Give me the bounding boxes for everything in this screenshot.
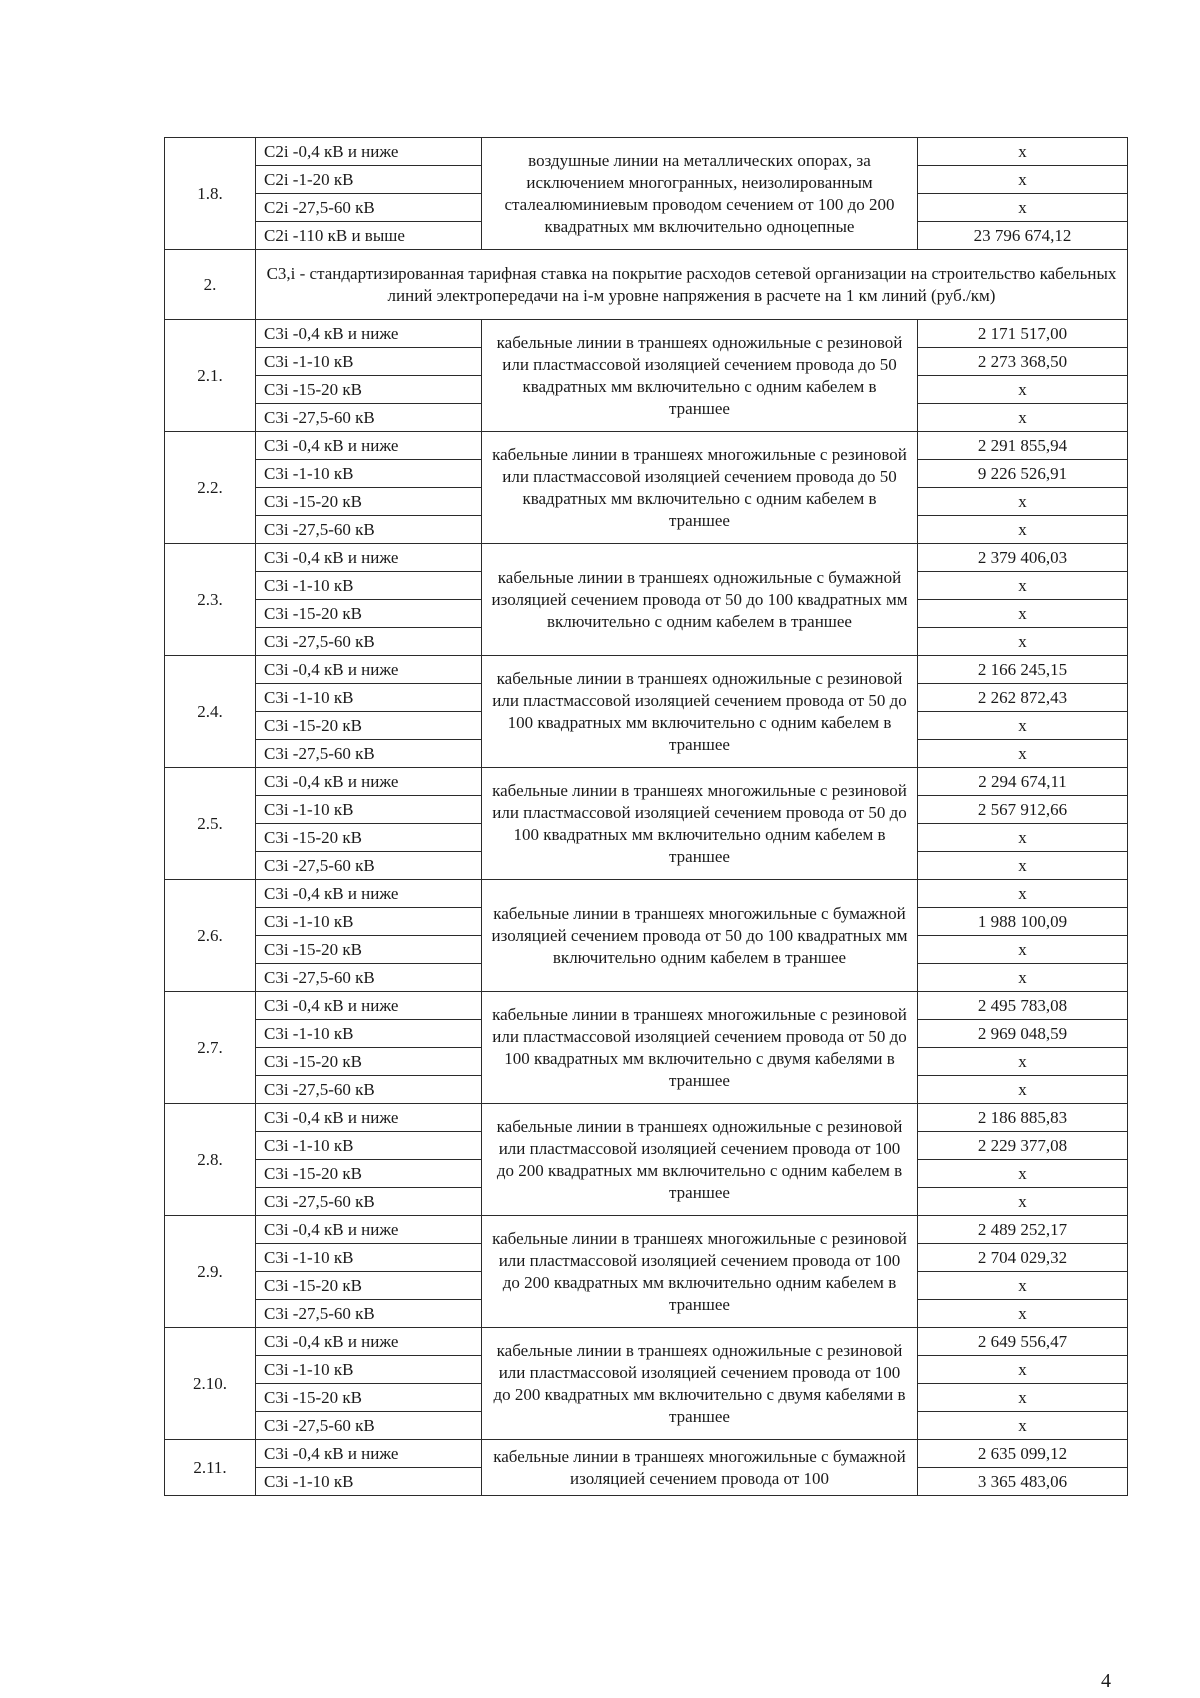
line-description: кабельные линии в траншеях многожильные с резиновой или пластмассовой изоляцией сечением провода от 50 до 100 квадратных мм включительно одним кабелем в траншее xyxy=(482,768,918,880)
voltage-level: C3i -1-10 кВ xyxy=(256,1132,482,1160)
tariff-value: x xyxy=(918,740,1128,768)
tariff-value: x xyxy=(918,1384,1128,1412)
tariff-value: 2 294 674,11 xyxy=(918,768,1128,796)
tariff-value: x xyxy=(918,852,1128,880)
tariff-value: x xyxy=(918,1356,1128,1384)
tariff-value: 2 273 368,50 xyxy=(918,348,1128,376)
tariff-value: x xyxy=(918,880,1128,908)
line-description: кабельные линии в траншеях одножильные с бумажной изоляцией сечением провода от 50 до 100 квадратных мм включительно с одним кабелем в траншее xyxy=(482,544,918,656)
voltage-level: C3i -27,5-60 кВ xyxy=(256,628,482,656)
tariff-value: x xyxy=(918,1300,1128,1328)
tariff-value: x xyxy=(918,628,1128,656)
voltage-level: C3i -15-20 кВ xyxy=(256,600,482,628)
voltage-level: C3i -27,5-60 кВ xyxy=(256,1076,482,1104)
voltage-level: C3i -15-20 кВ xyxy=(256,376,482,404)
tariff-value: 2 704 029,32 xyxy=(918,1244,1128,1272)
voltage-level: C3i -0,4 кВ и ниже xyxy=(256,320,482,348)
voltage-level: C3i -0,4 кВ и ниже xyxy=(256,880,482,908)
tariff-value: x xyxy=(918,572,1128,600)
voltage-level: C3i -0,4 кВ и ниже xyxy=(256,1104,482,1132)
tariff-value: 2 262 872,43 xyxy=(918,684,1128,712)
tariff-value: x xyxy=(918,166,1128,194)
tariff-value: x xyxy=(918,376,1128,404)
tariff-value: x xyxy=(918,1272,1128,1300)
voltage-level: C3i -0,4 кВ и ниже xyxy=(256,1216,482,1244)
tariff-table-body xyxy=(165,138,1128,1496)
voltage-level: C3i -27,5-60 кВ xyxy=(256,1300,482,1328)
tariff-value: x xyxy=(918,138,1128,166)
item-number: 1.8. xyxy=(165,138,256,250)
tariff-value: 2 379 406,03 xyxy=(918,544,1128,572)
tariff-value: x xyxy=(918,1048,1128,1076)
table-row xyxy=(165,880,1128,908)
voltage-level: C3i -27,5-60 кВ xyxy=(256,1188,482,1216)
voltage-level: C3i -27,5-60 кВ xyxy=(256,964,482,992)
voltage-level: C3i -15-20 кВ xyxy=(256,936,482,964)
line-description: воздушные линии на металлических опорах, за исключением многогранных, неизолированным сталеалюминиевым проводом сечением от 100 до 200 квадратных мм включительно одноцепные xyxy=(482,138,918,250)
tariff-value: x xyxy=(918,404,1128,432)
voltage-level: C3i -27,5-60 кВ xyxy=(256,740,482,768)
table-row xyxy=(165,768,1128,796)
table-row xyxy=(165,992,1128,1020)
section-description: С3,i - стандартизированная тарифная ставка на покрытие расходов сетевой организации на строительство кабельных линий электропередачи на i-м уровне напряжения в расчете на 1 км линий (руб./км) xyxy=(256,250,1128,320)
item-number: 2.10. xyxy=(165,1328,256,1440)
voltage-level: C3i -1-10 кВ xyxy=(256,1356,482,1384)
tariff-value: 2 229 377,08 xyxy=(918,1132,1128,1160)
voltage-level: C3i -15-20 кВ xyxy=(256,1384,482,1412)
voltage-level: C3i -27,5-60 кВ xyxy=(256,516,482,544)
voltage-level: C3i -0,4 кВ и ниже xyxy=(256,432,482,460)
page-number: 4 xyxy=(1101,1670,1111,1692)
tariff-value: 2 635 099,12 xyxy=(918,1440,1128,1468)
voltage-level: C3i -27,5-60 кВ xyxy=(256,404,482,432)
item-number: 2.2. xyxy=(165,432,256,544)
voltage-level: C3i -0,4 кВ и ниже xyxy=(256,1440,482,1468)
tariff-value: x xyxy=(918,712,1128,740)
voltage-level: C3i -0,4 кВ и ниже xyxy=(256,992,482,1020)
tariff-value: 9 226 526,91 xyxy=(918,460,1128,488)
voltage-level: C3i -1-10 кВ xyxy=(256,1020,482,1048)
voltage-level: C3i -1-10 кВ xyxy=(256,460,482,488)
tariff-value: 23 796 674,12 xyxy=(918,222,1128,250)
table-row xyxy=(165,1440,1128,1468)
voltage-level: C3i -15-20 кВ xyxy=(256,824,482,852)
tariff-value: 2 171 517,00 xyxy=(918,320,1128,348)
tariff-value: 2 291 855,94 xyxy=(918,432,1128,460)
item-number: 2.7. xyxy=(165,992,256,1104)
item-number: 2.11. xyxy=(165,1440,256,1496)
line-description: кабельные линии в траншеях одножильные с резиновой или пластмассовой изоляцией сечением провода от 50 до 100 квадратных мм включительно с одним кабелем в траншее xyxy=(482,656,918,768)
tariff-value: 2 969 048,59 xyxy=(918,1020,1128,1048)
voltage-level: C3i -1-10 кВ xyxy=(256,684,482,712)
tariff-value: x xyxy=(918,964,1128,992)
table-row xyxy=(165,1328,1128,1356)
voltage-level: C3i -1-10 кВ xyxy=(256,348,482,376)
voltage-level: C3i -15-20 кВ xyxy=(256,488,482,516)
line-description: кабельные линии в траншеях одножильные с резиновой или пластмассовой изоляцией сечением провода до 50 квадратных мм включительно с одним кабелем в траншее xyxy=(482,320,918,432)
tariff-value: 2 489 252,17 xyxy=(918,1216,1128,1244)
tariff-table xyxy=(164,137,1128,1496)
voltage-level: C3i -15-20 кВ xyxy=(256,1272,482,1300)
table-row xyxy=(165,1104,1128,1132)
voltage-level: C3i -15-20 кВ xyxy=(256,1160,482,1188)
voltage-level: C3i -0,4 кВ и ниже xyxy=(256,1328,482,1356)
tariff-value: x xyxy=(918,824,1128,852)
line-description: кабельные линии в траншеях многожильные с бумажной изоляцией сечением провода от 50 до 100 квадратных мм включительно одним кабелем в траншее xyxy=(482,880,918,992)
voltage-level: C3i -0,4 кВ и ниже xyxy=(256,656,482,684)
line-description: кабельные линии в траншеях многожильные с резиновой или пластмассовой изоляцией сечением провода от 100 до 200 квадратных мм включительно одним кабелем в траншее xyxy=(482,1216,918,1328)
voltage-level: C3i -27,5-60 кВ xyxy=(256,852,482,880)
table-row xyxy=(165,656,1128,684)
table-row xyxy=(165,1216,1128,1244)
tariff-value: x xyxy=(918,516,1128,544)
tariff-value: x xyxy=(918,1412,1128,1440)
line-description: кабельные линии в траншеях многожильные с бумажной изоляцией сечением провода от 100 xyxy=(482,1440,918,1496)
tariff-value: x xyxy=(918,194,1128,222)
item-number: 2.5. xyxy=(165,768,256,880)
tariff-value: 2 166 245,15 xyxy=(918,656,1128,684)
item-number: 2. xyxy=(165,250,256,320)
voltage-level: C3i -15-20 кВ xyxy=(256,1048,482,1076)
line-description: кабельные линии в траншеях одножильные с резиновой или пластмассовой изоляцией сечением провода от 100 до 200 квадратных мм включительно с двумя кабелями в траншее xyxy=(482,1328,918,1440)
tariff-value: x xyxy=(918,1160,1128,1188)
voltage-level: C3i -1-10 кВ xyxy=(256,1244,482,1272)
item-number: 2.1. xyxy=(165,320,256,432)
item-number: 2.4. xyxy=(165,656,256,768)
voltage-level: C2i -1-20 кВ xyxy=(256,166,482,194)
tariff-value: 3 365 483,06 xyxy=(918,1468,1128,1496)
section-header-row xyxy=(165,250,1128,320)
voltage-level: C2i -0,4 кВ и ниже xyxy=(256,138,482,166)
item-number: 2.3. xyxy=(165,544,256,656)
voltage-level: C3i -15-20 кВ xyxy=(256,712,482,740)
voltage-level: C3i -1-10 кВ xyxy=(256,796,482,824)
table-row xyxy=(165,138,1128,166)
line-description: кабельные линии в траншеях многожильные с резиновой или пластмассовой изоляцией сечением провода от 50 до 100 квадратных мм включительно с двумя кабелями в траншее xyxy=(482,992,918,1104)
table-row xyxy=(165,544,1128,572)
tariff-value: 2 567 912,66 xyxy=(918,796,1128,824)
voltage-level: C3i -1-10 кВ xyxy=(256,908,482,936)
tariff-value: x xyxy=(918,1188,1128,1216)
voltage-level: C3i -0,4 кВ и ниже xyxy=(256,544,482,572)
voltage-level: C3i -1-10 кВ xyxy=(256,572,482,600)
voltage-level: C2i -110 кВ и выше xyxy=(256,222,482,250)
tariff-value: x xyxy=(918,488,1128,516)
voltage-level: C3i -27,5-60 кВ xyxy=(256,1412,482,1440)
tariff-value: x xyxy=(918,600,1128,628)
voltage-level: C3i -0,4 кВ и ниже xyxy=(256,768,482,796)
item-number: 2.8. xyxy=(165,1104,256,1216)
line-description: кабельные линии в траншеях многожильные с резиновой или пластмассовой изоляцией сечением провода до 50 квадратных мм включительно с одним кабелем в траншее xyxy=(482,432,918,544)
table-row xyxy=(165,432,1128,460)
tariff-value: x xyxy=(918,936,1128,964)
voltage-level: C2i -27,5-60 кВ xyxy=(256,194,482,222)
tariff-value: 2 649 556,47 xyxy=(918,1328,1128,1356)
table-row xyxy=(165,320,1128,348)
line-description: кабельные линии в траншеях одножильные с резиновой или пластмассовой изоляцией сечением провода от 100 до 200 квадратных мм включительно с одним кабелем в траншее xyxy=(482,1104,918,1216)
voltage-level: C3i -1-10 кВ xyxy=(256,1468,482,1496)
item-number: 2.9. xyxy=(165,1216,256,1328)
tariff-value: 2 186 885,83 xyxy=(918,1104,1128,1132)
tariff-value: 2 495 783,08 xyxy=(918,992,1128,1020)
tariff-value: x xyxy=(918,1076,1128,1104)
item-number: 2.6. xyxy=(165,880,256,992)
tariff-value: 1 988 100,09 xyxy=(918,908,1128,936)
